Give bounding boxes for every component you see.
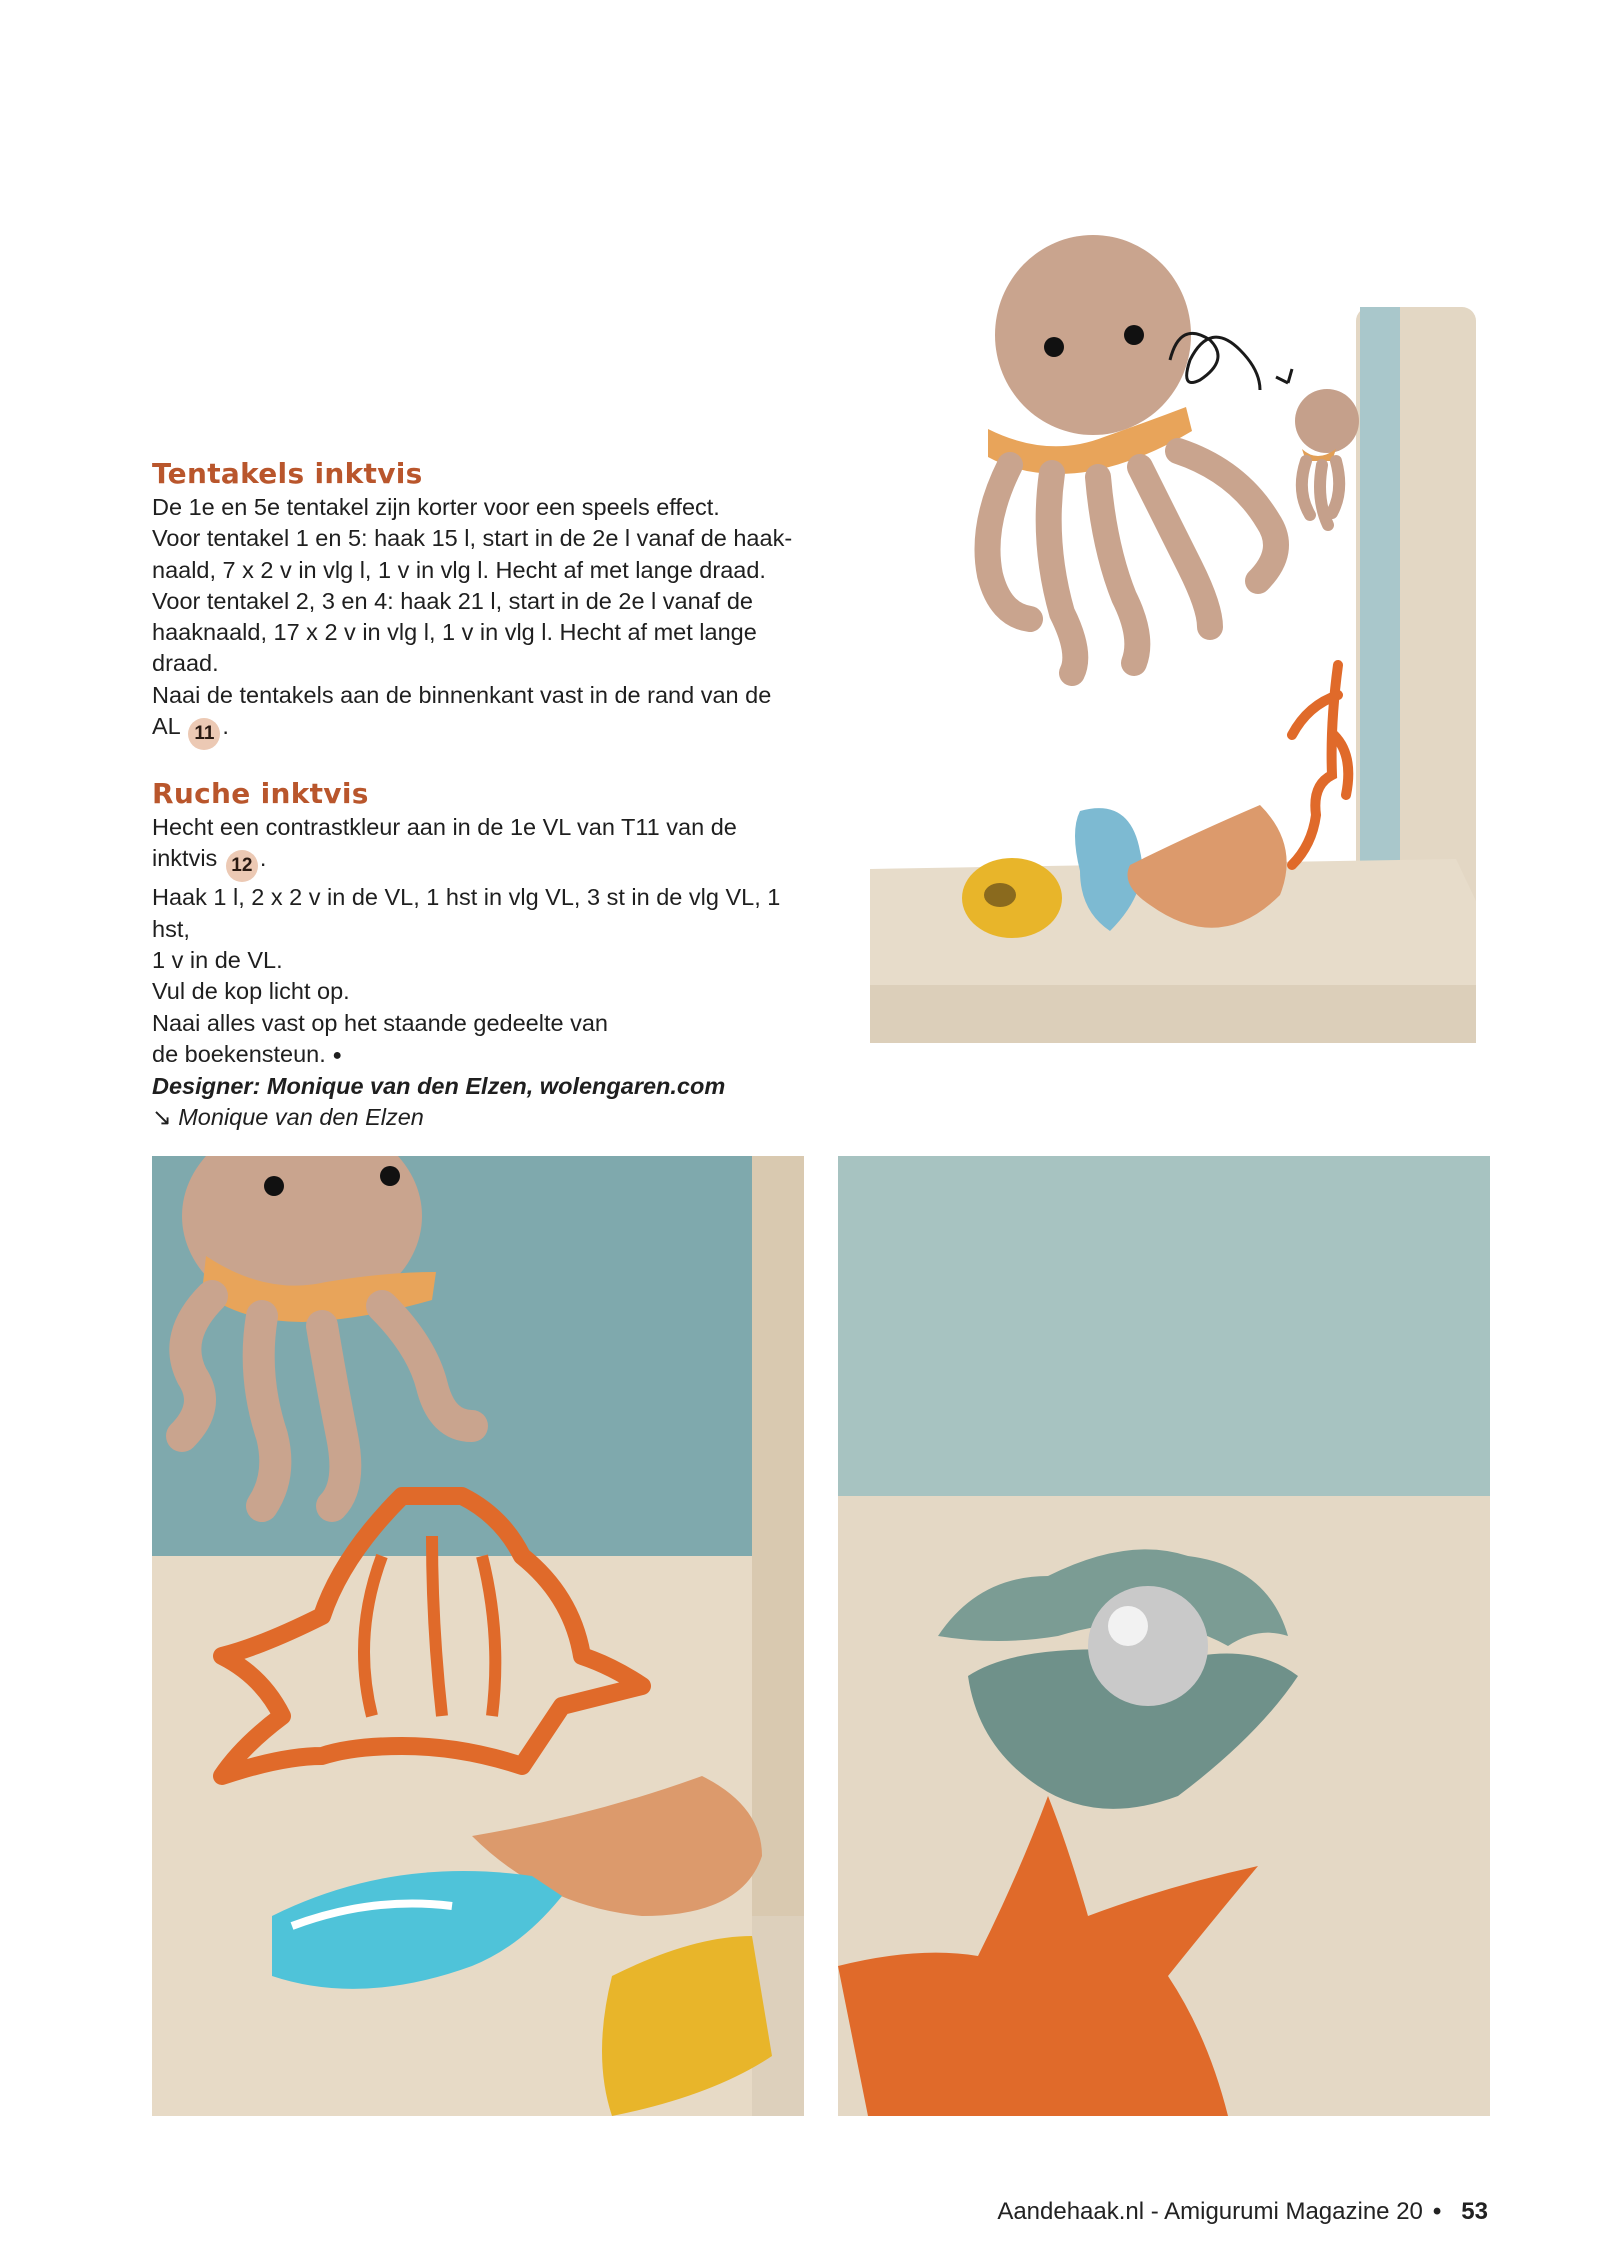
instruction-line: haaknaald, 17 x 2 v in vlg l, 1 v in vlg l. Hecht af met lange: [152, 619, 757, 646]
instruction-line: [152, 843, 812, 882]
photo-coral-closeup: [152, 1156, 804, 2116]
photo-jellyfish-bookend: [840, 215, 1500, 1085]
tentacle-2: [1049, 473, 1076, 673]
jellyfish-eye-left: [1044, 337, 1064, 357]
photographer-name: Monique van den Elzen: [178, 1104, 424, 1131]
small-jellyfish-tentacles: [1302, 461, 1339, 525]
photo-illustration: [838, 1156, 1490, 2116]
pearl: [1088, 1586, 1208, 1706]
instruction-line: 1 v in de VL.: [152, 946, 283, 973]
tentacle-2: [259, 1316, 276, 1506]
instruction-line: Voor tentakel 1 en 5: haak 15 l, start in de 2e l vanaf de haak-: [152, 525, 793, 552]
jellyfish-eye-right: [380, 1166, 400, 1186]
crochet-blue-wall: [838, 1156, 1490, 1516]
instruction-line: Voor tentakel 2, 3 en 4: haak 21 l, start in de 2e l vanaf de: [152, 587, 753, 614]
page-number: 53: [1461, 2198, 1488, 2225]
instruction-text: de boekensteun.: [152, 1040, 326, 1067]
badge-prefix: AL: [152, 713, 180, 740]
designer-credit: Designer: Monique van den Elzen, wolengaren.com: [152, 1073, 726, 1100]
coral-piece: [1292, 665, 1348, 865]
bookend-base-front: [870, 985, 1476, 1043]
photo-illustration: [152, 1156, 804, 2116]
instruction-line: De 1e en 5e tentakel zijn korter voor een speels effect.: [152, 494, 720, 520]
instruction-line: Haak 1 l, 2 x 2 v in de VL, 1 hst in vlg VL, 3 st in de vlg VL, 1 hst,: [152, 884, 781, 942]
tentacle-1: [988, 465, 1031, 619]
section-heading: Ruche inktvis: [152, 777, 369, 811]
footer-site: Aandehaak.nl - Amigurumi Magazine 20: [997, 2198, 1423, 2225]
pearl-highlight: [1108, 1606, 1148, 1646]
tentacle-3: [1098, 477, 1137, 663]
camera-icon: ↘: [152, 1104, 172, 1131]
instruction-line: Vul de kop licht op.: [152, 978, 350, 1005]
bookend-blue-edge: [1360, 307, 1400, 947]
badge-prefix: inktvis: [152, 845, 218, 872]
photo-oyster-pearl: [838, 1156, 1490, 2116]
jellyfish-eye-right: [1124, 325, 1144, 345]
bookend-edge: [752, 1156, 804, 1916]
footer-separator: •: [1432, 2198, 1442, 2225]
end-mark: ●: [332, 1046, 342, 1064]
badge-suffix: .: [259, 845, 267, 872]
instruction-line: Hecht een contrastkleur aan in de 1e VL van T11 van de: [152, 814, 737, 841]
instruction-line: Naai alles vast op het staande gedeelte van: [152, 1009, 608, 1036]
photographer-credit: [152, 1102, 812, 1133]
ruche-section: [152, 776, 812, 1134]
jellyfish-head: [995, 235, 1191, 435]
instructions-column: [152, 456, 812, 1134]
yellow-shell-opening: [984, 883, 1016, 907]
photo-illustration: [840, 215, 1500, 1085]
jellyfish-eye-left: [264, 1176, 284, 1196]
tentacle-4: [1140, 467, 1210, 627]
badge-suffix: .: [222, 713, 229, 740]
instruction-line: Naai de tentakels aan de binnenkant vast in de rand van de: [152, 681, 772, 708]
step-badge: 12: [226, 850, 258, 882]
section-heading: Tentakels inktvis: [152, 457, 423, 490]
page-footer: [997, 2198, 1488, 2226]
instruction-line: [152, 1039, 812, 1071]
arrow-head-icon: [1276, 369, 1292, 383]
instruction-line: draad.: [152, 650, 219, 677]
step-badge: 11: [188, 718, 220, 750]
instruction-line: [152, 711, 812, 750]
small-jellyfish-head: [1295, 389, 1359, 453]
instruction-line: naald, 7 x 2 v in vlg l, 1 v in vlg l. Hecht af met lange draad.: [152, 556, 766, 583]
